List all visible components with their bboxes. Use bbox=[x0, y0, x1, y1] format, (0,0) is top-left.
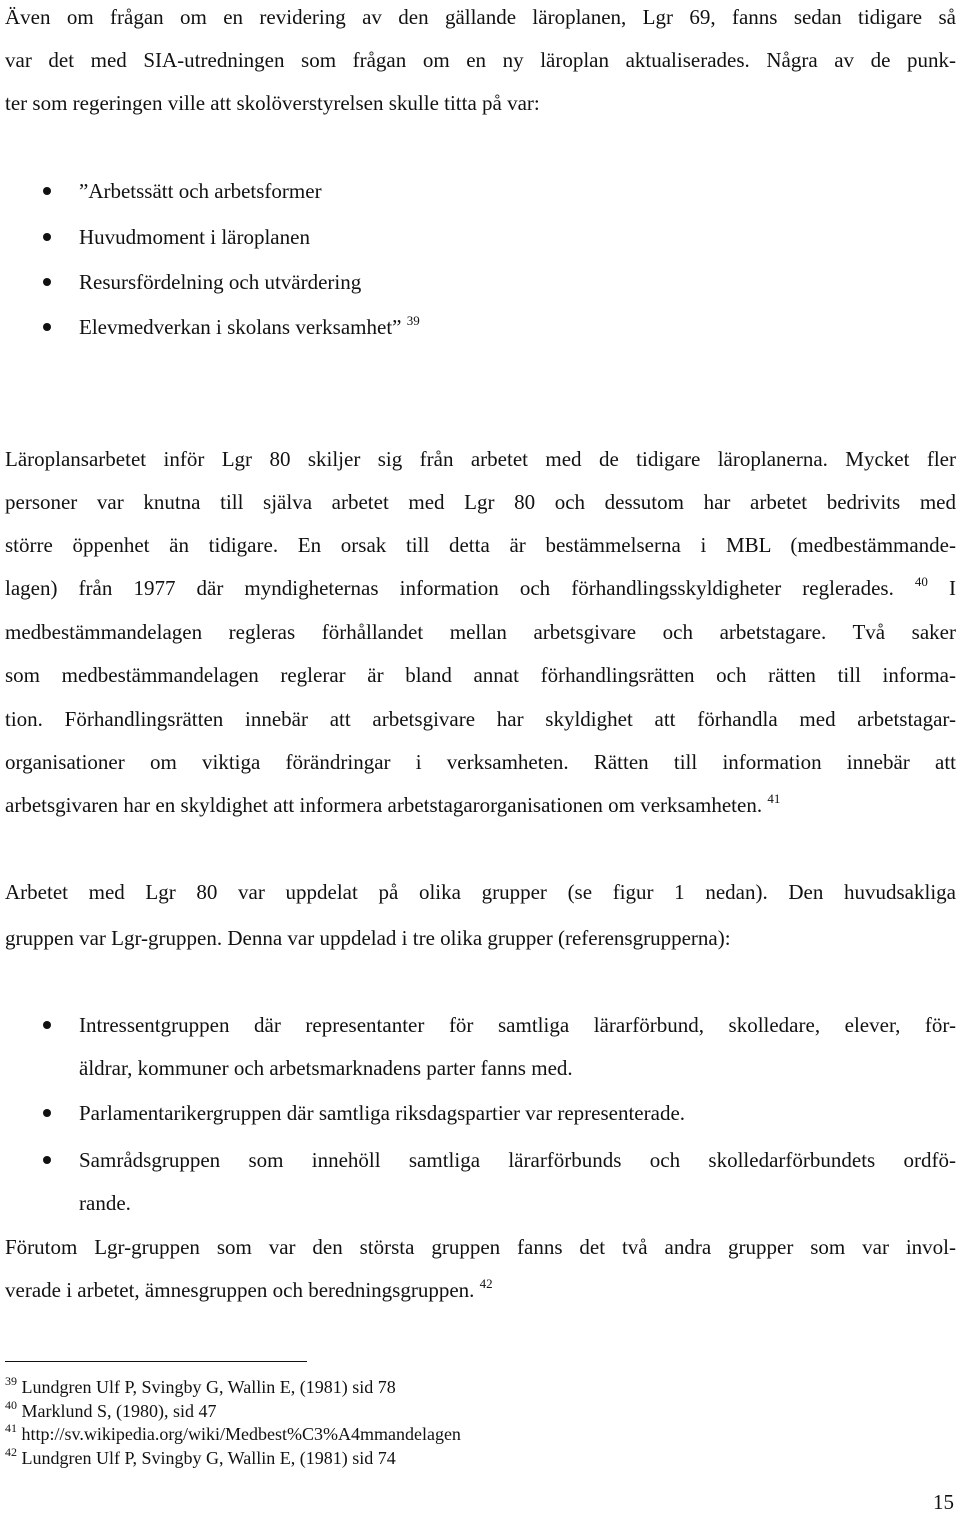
paragraph-line: Förutom Lgr-gruppen som var den största gruppen fanns det två andra grupper som var invol- bbox=[5, 1235, 956, 1259]
footnote bbox=[5, 1447, 396, 1469]
bullet-icon bbox=[43, 1109, 51, 1117]
paragraph-line bbox=[5, 575, 956, 601]
bullet-icon bbox=[43, 323, 51, 331]
bullet-icon bbox=[43, 187, 51, 195]
list-item-text: Elevmedverkan i skolans verksamhet” bbox=[79, 315, 402, 339]
footnote-text: Lundgren Ulf P, Svingby G, Wallin E, (1981) sid 78 bbox=[21, 1377, 396, 1397]
footnote-separator bbox=[5, 1361, 307, 1362]
paragraph-line: Arbetet med Lgr 80 var uppdelat på olika grupper (se figur 1 nedan). Den huvudsakliga bbox=[5, 880, 956, 904]
footnote-text: Lundgren Ulf P, Svingby G, Wallin E, (1981) sid 74 bbox=[21, 1448, 396, 1468]
paragraph-line: personer var knutna till själva arbetet med Lgr 80 och dessutom har arbetet bedrivits med bbox=[5, 490, 956, 514]
paragraph-line: ter som regeringen ville att skolöverstyrelsen skulle titta på var: bbox=[5, 91, 540, 115]
footnote-number: 39 bbox=[5, 1374, 17, 1388]
paragraph-line: tion. Förhandlingsrätten innebär att arbetsgivare har skyldighet att förhandla med arbetstagar- bbox=[5, 707, 956, 731]
paragraph-line bbox=[5, 1277, 956, 1303]
footnote-ref: 39 bbox=[406, 313, 420, 328]
paragraph-line bbox=[5, 792, 956, 818]
list-item-continuation: äldrar, kommuner och arbetsmarknadens parter fanns med. bbox=[79, 1056, 573, 1080]
paragraph-text: arbetsgivaren har en skyldighet att informera arbetstagarorganisationen om verksamheten. bbox=[5, 793, 763, 817]
paragraph-line: gruppen var Lgr-gruppen. Denna var uppdelad i tre olika grupper (referensgrupperna): bbox=[5, 926, 731, 950]
footnote-number: 41 bbox=[5, 1421, 17, 1435]
footnote bbox=[5, 1376, 396, 1398]
list-item-continuation: rande. bbox=[79, 1191, 131, 1215]
list-item: Resursfördelning och utvärdering bbox=[79, 270, 362, 294]
paragraph-text: I bbox=[949, 576, 957, 600]
paragraph-line: var det med SIA-utredningen som frågan om en ny läroplan aktualiserades. Några av de punk- bbox=[5, 48, 956, 72]
footnote-link[interactable]: http://sv.wikipedia.org/wiki/Medbest%C3%A4mmandelagen bbox=[21, 1424, 461, 1444]
paragraph-line: större öppenhet än tidigare. En orsak till detta är bestämmelserna i MBL (medbestämmande- bbox=[5, 533, 956, 557]
paragraph-line: som medbestämmandelagen reglerar är bland annat förhandlingsrätten och rätten till informa- bbox=[5, 663, 956, 687]
list-item bbox=[79, 314, 956, 340]
paragraph-line: Även om frågan om en revidering av den gällande läroplanen, Lgr 69, fanns sedan tidigare så bbox=[5, 5, 956, 29]
paragraph-text: verade i arbetet, ämnesgruppen och beredningsgruppen. bbox=[5, 1278, 475, 1302]
paragraph-line: Läroplansarbetet inför Lgr 80 skiljer sig från arbetet med de tidigare läroplanerna. Mycket fler bbox=[5, 447, 956, 471]
paragraph-line: medbestämmandelagen regleras förhållandet mellan arbetsgivare och arbetstagare. Två saker bbox=[5, 620, 956, 644]
list-item: Intressentgruppen där representanter för samtliga lärarförbund, skolledare, elever, för- bbox=[79, 1013, 956, 1037]
footnote bbox=[5, 1423, 461, 1445]
footnote-number: 40 bbox=[5, 1398, 17, 1412]
list-item: ”Arbetssätt och arbetsformer bbox=[79, 179, 322, 203]
footnote-ref: 40 bbox=[914, 574, 928, 589]
bullet-icon bbox=[43, 278, 51, 286]
list-item: Huvudmoment i läroplanen bbox=[79, 225, 310, 249]
list-item: Parlamentarikergruppen där samtliga riksdagspartier var representerade. bbox=[79, 1101, 686, 1125]
footnote-text: Marklund S, (1980), sid 47 bbox=[21, 1401, 217, 1421]
footnote bbox=[5, 1400, 217, 1422]
bullet-icon bbox=[43, 1156, 51, 1164]
paragraph-text: lagen) från 1977 där myndigheternas information och förhandlingsskyldigheter reglerades. $^{40}$ bbox=[5, 574, 928, 600]
paragraph-line: organisationer om viktiga förändringar i verksamheten. Rätten till information innebär att bbox=[5, 750, 956, 774]
list-item: Samrådsgruppen som innehöll samtliga lärarförbunds och skolledarförbundets ordfö- bbox=[79, 1148, 956, 1172]
bullet-icon bbox=[43, 233, 51, 241]
footnote-ref: 41 bbox=[767, 791, 781, 806]
footnote-ref: 42 bbox=[479, 1276, 493, 1291]
page-number: 15 bbox=[933, 1490, 954, 1514]
bullet-icon bbox=[43, 1021, 51, 1029]
footnote-number: 42 bbox=[5, 1445, 17, 1459]
